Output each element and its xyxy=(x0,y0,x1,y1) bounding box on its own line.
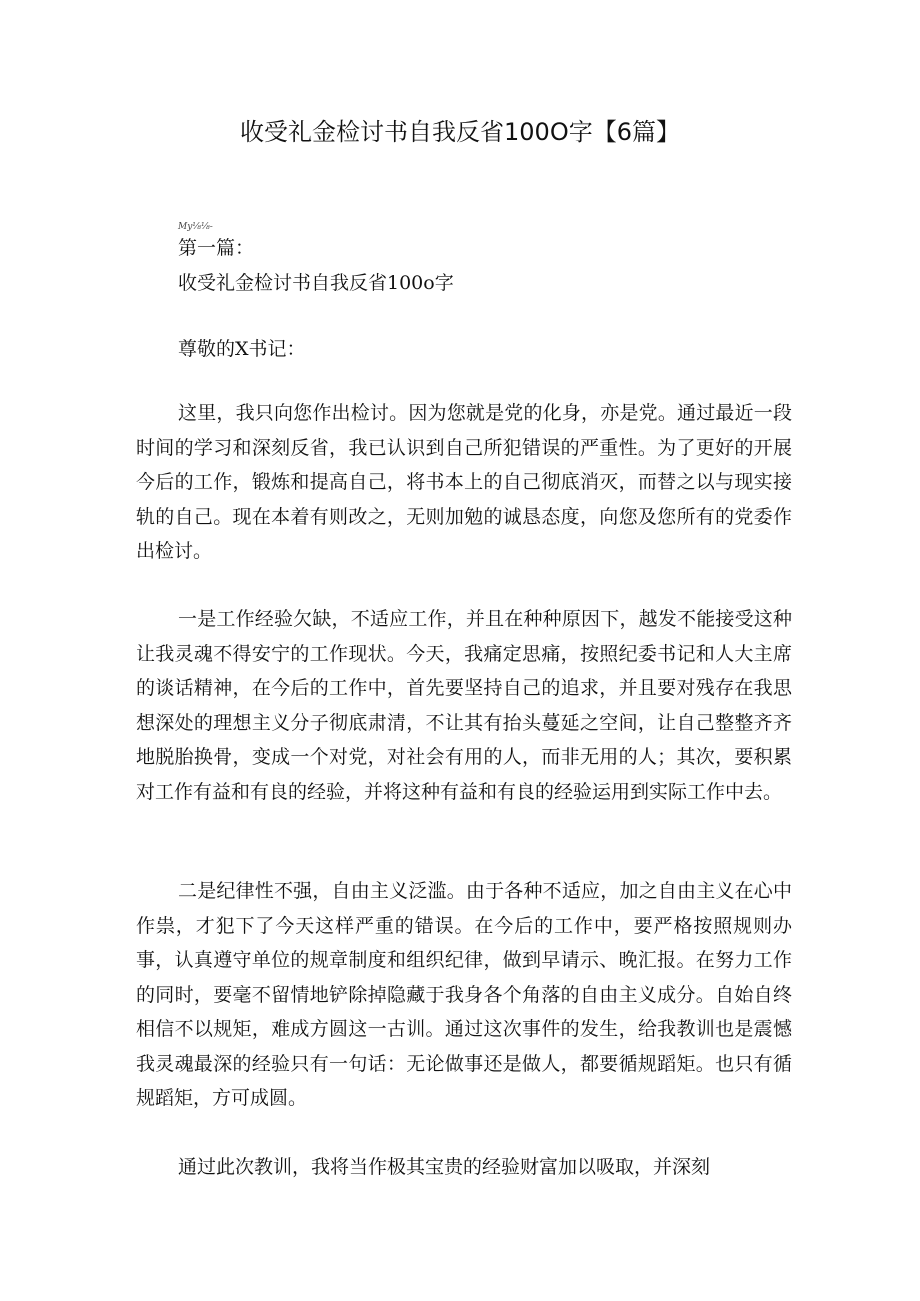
paragraph-4: 通过此次教训，我将当作极其宝贵的经验财富加以吸取，并深刻 xyxy=(178,1156,711,1178)
section-label: 第一篇： xyxy=(178,237,255,259)
salutation: 尊敬的X书记： xyxy=(178,338,306,360)
paragraph-2: 一是工作经验欠缺，不适应工作，并且在种种原因下，越发不能接受这种让我灵魂不得安宁的工作现状。今天，我痛定思痛，按照纪委书记和人大主席的谈话精神，在今后的工作中，首先要坚持自己的追求，并且要对残存在我思想深处的理想主义分子彻底肃清，不让其有抬头蔓延之空间，让自己整整齐齐地脱胎换骨，变成一个对党，对社会有用的人，而非无用的人；其次，要积累对工作有益和有良的经验，并将这种有益和有良的经验运用到实际工作中去。 xyxy=(136,608,792,803)
paragraph-3: 二是纪律性不强，自由主义泛滥。由于各种不适应，加之自由主义在心中作祟，才犯下了今天这样严重的错误。在今后的工作中，要严格按照规则办事，认真遵守单位的规章制度和组织纪律，做到早请示、晚汇报。在努力工作的同时，要毫不留情地铲除掉隐藏于我身各个角落的自由主义成分。自始自终相信不以规矩，难成方圆这一古训。通过这次事件的发生，给我教训也是震憾我灵魂最深的经验只有一句话：无论做事还是做人，都要循规蹈矩。也只有循规蹈矩，方可成圆。 xyxy=(136,880,792,1109)
section-title: 收受礼金检讨书自我反省100o字 xyxy=(178,272,454,294)
paragraph-1: 这里，我只向您作出检讨。因为您就是党的化身，亦是党。通过最近一段时间的学习和深刻反省，我已认识到自己所犯错误的严重性。为了更好的开展今后的工作，锻炼和提高自己，将书本上的自己彻底消灭，而替之以与现实接轨的自己。现在本着有则改之，无则加勉的诚恳态度，向您及您所有的党委作出检讨。 xyxy=(136,402,792,562)
stamp-mark: My⅛⅛- xyxy=(178,222,213,232)
document-title: 收受礼金检讨书自我反省100O字【6篇】 xyxy=(240,118,680,146)
